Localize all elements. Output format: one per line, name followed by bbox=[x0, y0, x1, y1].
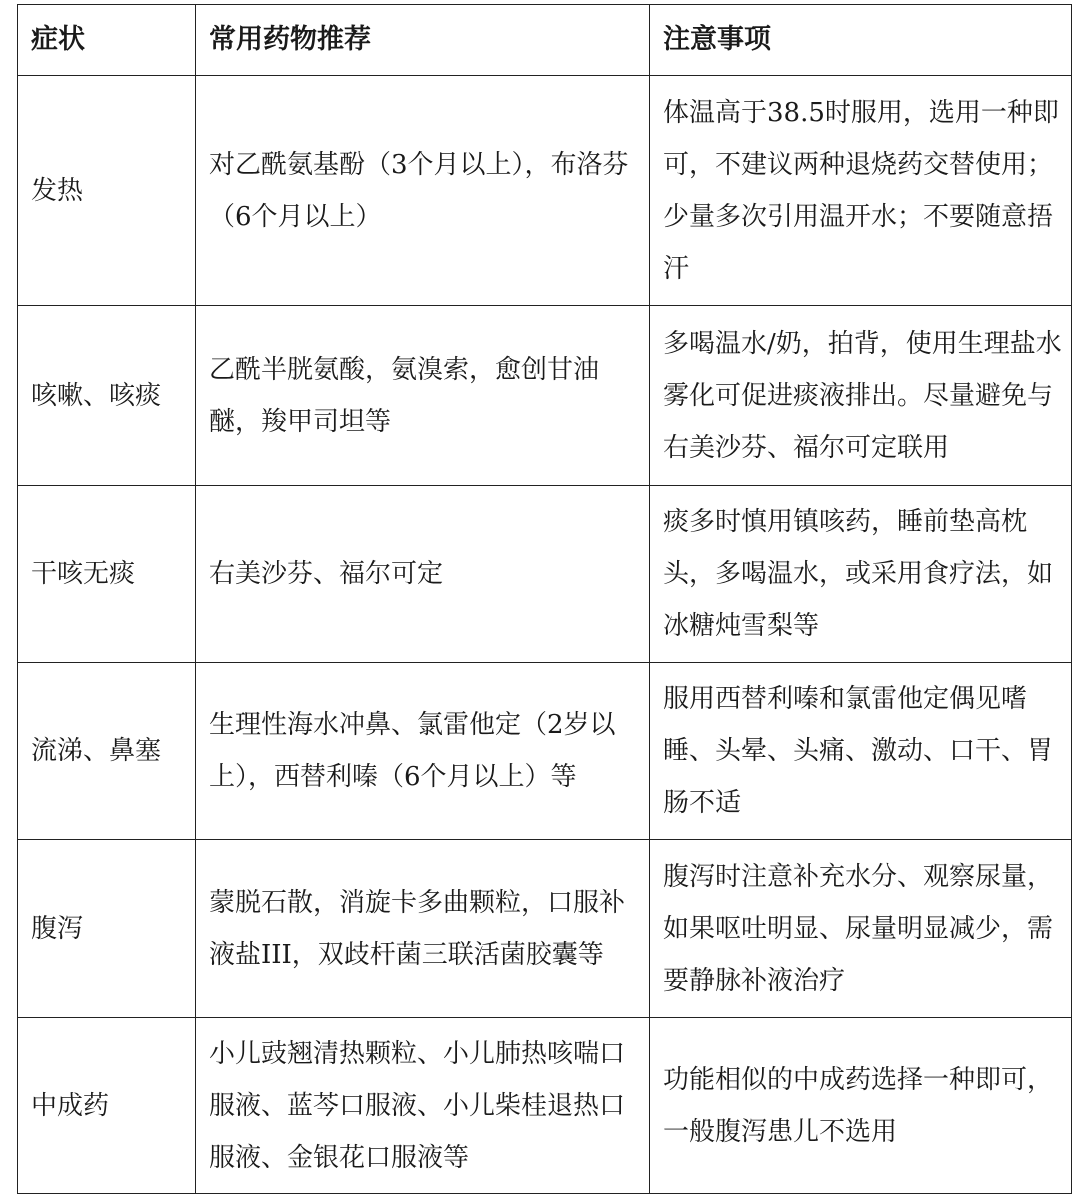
table-header-row bbox=[18, 5, 1072, 76]
medicine-cell: 生理性海水冲鼻、氯雷他定（2岁以上），西替利嗪（6个月以上）等 bbox=[196, 663, 650, 840]
table-row bbox=[18, 306, 1072, 486]
medication-table bbox=[17, 4, 1072, 1194]
header-symptom: 症状 bbox=[18, 5, 196, 76]
symptom-cell: 流涕、鼻塞 bbox=[18, 663, 196, 840]
symptom-cell: 发热 bbox=[18, 76, 196, 306]
medicine-cell: 小儿豉翘清热颗粒、小儿肺热咳喘口服液、蓝芩口服液、小儿柴桂退热口服液、金银花口服液等 bbox=[196, 1018, 650, 1194]
medicine-cell: 蒙脱石散，消旋卡多曲颗粒，口服补液盐III，双歧杆菌三联活菌胶囊等 bbox=[196, 840, 650, 1018]
table-row bbox=[18, 76, 1072, 306]
notes-cell: 多喝温水/奶，拍背，使用生理盐水雾化可促进痰液排出。尽量避免与右美沙芬、福尔可定联用 bbox=[650, 306, 1072, 486]
table-row bbox=[18, 663, 1072, 840]
notes-cell: 服用西替利嗪和氯雷他定偶见嗜睡、头晕、头痛、激动、口干、胃肠不适 bbox=[650, 663, 1072, 840]
table-row bbox=[18, 486, 1072, 663]
medicine-cell: 右美沙芬、福尔可定 bbox=[196, 486, 650, 663]
medicine-cell: 对乙酰氨基酚（3个月以上），布洛芬（6个月以上） bbox=[196, 76, 650, 306]
notes-cell: 腹泻时注意补充水分、观察尿量，如果呕吐明显、尿量明显减少，需要静脉补液治疗 bbox=[650, 840, 1072, 1018]
notes-cell: 痰多时慎用镇咳药，睡前垫高枕头，多喝温水，或采用食疗法，如冰糖炖雪梨等 bbox=[650, 486, 1072, 663]
header-notes: 注意事项 bbox=[650, 5, 1072, 76]
table-row bbox=[18, 1018, 1072, 1194]
symptom-cell: 腹泻 bbox=[18, 840, 196, 1018]
symptom-cell: 干咳无痰 bbox=[18, 486, 196, 663]
symptom-cell: 中成药 bbox=[18, 1018, 196, 1194]
table-row bbox=[18, 840, 1072, 1018]
notes-cell: 体温高于38.5时服用，选用一种即可，不建议两种退烧药交替使用；少量多次引用温开水；不要随意捂汗 bbox=[650, 76, 1072, 306]
symptom-cell: 咳嗽、咳痰 bbox=[18, 306, 196, 486]
header-medicine: 常用药物推荐 bbox=[196, 5, 650, 76]
notes-cell: 功能相似的中成药选择一种即可，一般腹泻患儿不选用 bbox=[650, 1018, 1072, 1194]
medicine-cell: 乙酰半胱氨酸，氨溴索，愈创甘油醚，羧甲司坦等 bbox=[196, 306, 650, 486]
